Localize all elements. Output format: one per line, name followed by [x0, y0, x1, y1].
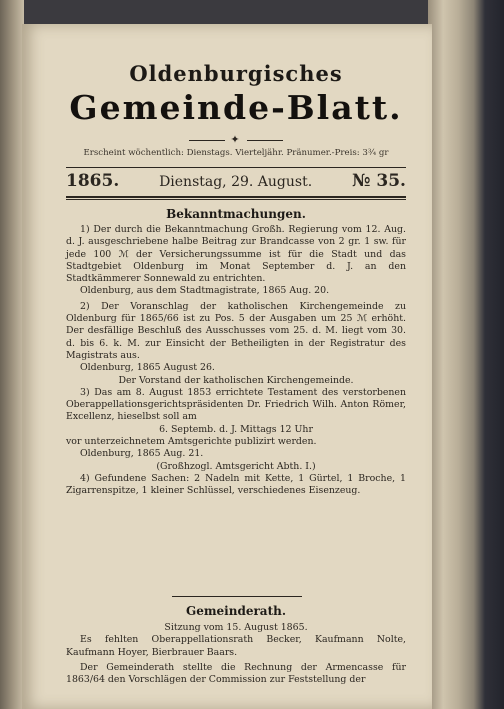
masthead-ornament [66, 133, 406, 146]
masthead-subline: Erscheint wöchentlich: Dienstags. Vierteljähr. Pränumer.-Preis: 3¾ gr [83, 148, 389, 158]
notice-1: 1) Der durch die Bekanntmachung Großh. Regierung vom 12. Aug. d. J. ausgeschriebene halbe Beitrag zur Brandcasse von 2 gr. 1 sw. für jede 100 ℳ der Versicherungssumme ist für die Stadt und das Stadtgebiet Oldenburg im Monat September d. J. an den Stadtkämmerer Sonnewald zu entrichten. [66, 224, 406, 285]
book-left-edge [0, 0, 24, 709]
notice-2: 2) Der Voranschlag der katholischen Kirchengemeinde zu Oldenburg für 1865/66 ist zu Pos. 5 der Ausgaben um 25 ℳ erhöht. Der desfällige Beschluß des Ausschusses vom 25. d. M. liegt vom 30. d. bis 6. k. M. zur Einsicht der Betheiligten in der Registratur des Magistrats aus. [66, 300, 406, 361]
notice-4: 4) Gefundene Sachen: 2 Nadeln mit Kette, 1 Gürtel, 1 Broche, 1 Zigarrenspitze, 1 kleiner Schlüssel, verschiedenes Eisenzeug. [66, 472, 406, 497]
notice-2-signature: Der Vorstand der katholischen Kirchengemeinde. [118, 374, 354, 386]
ornament-line-right [247, 140, 283, 141]
masthead-title: Gemeinde-Blatt. [69, 88, 403, 127]
rule-issue-bottom [66, 196, 406, 198]
notice-2-place: Oldenburg, 1865 August 26. [80, 362, 215, 374]
rule-top [66, 167, 406, 168]
ornament-icon: ✦ [230, 133, 242, 146]
notice-3: 3) Das am 8. August 1853 errichtete Testament des verstorbenen Oberappellationsgerichtspräsidenten Dr. Friedrich Wilh. Anton Römer, Excellenz, hieselbst soll am [66, 386, 406, 423]
notice-3-date: 6. Septemb. d. J. Mittags 12 Uhr [159, 423, 313, 435]
issue-date: Dienstag, 29. August. [159, 174, 313, 190]
rule-issue-bottom-thin [66, 199, 406, 200]
notice-3-signature: (Großhzogl. Amtsgericht Abth. I.) [156, 460, 316, 472]
section-divider [172, 596, 302, 597]
gemeinderath-paragraph-2: Der Gemeinderath stellte die Rechnung der Armencasse für 1863/64 den Vorschlägen der Commission zur Feststellung der [66, 661, 406, 686]
notice-3-place: Oldenburg, 1865 Aug. 21. [80, 448, 204, 460]
newspaper-page [22, 24, 432, 709]
issue-number: № 35. [352, 171, 406, 191]
issue-row [66, 171, 406, 195]
book-spine [428, 0, 504, 709]
section-heading-bekanntmachungen: Bekanntmachungen. [166, 207, 306, 221]
section-gemeinderath-body [66, 622, 406, 686]
section-bekanntmachungen-body [66, 224, 406, 498]
gemeinderath-paragraph-1: Es fehlten Oberappellationsrath Becker, Kaufmann Nolte, Kaufmann Hoyer, Bierbrauer Baars. [66, 634, 406, 658]
session-subheading: Sitzung vom 15. August 1865. [164, 622, 308, 633]
section-heading-gemeinderath: Gemeinderath. [185, 604, 287, 618]
notice-3-end: vor unterzeichnetem Amtsgerichte publizirt werden. [66, 436, 317, 448]
masthead-top-line: Oldenburgisches [129, 61, 343, 86]
ornament-line-left [189, 140, 225, 141]
notice-1-signature: Oldenburg, aus dem Stadtmagistrate, 1865 Aug. 20. [80, 285, 330, 297]
issue-year: 1865. [66, 171, 120, 191]
